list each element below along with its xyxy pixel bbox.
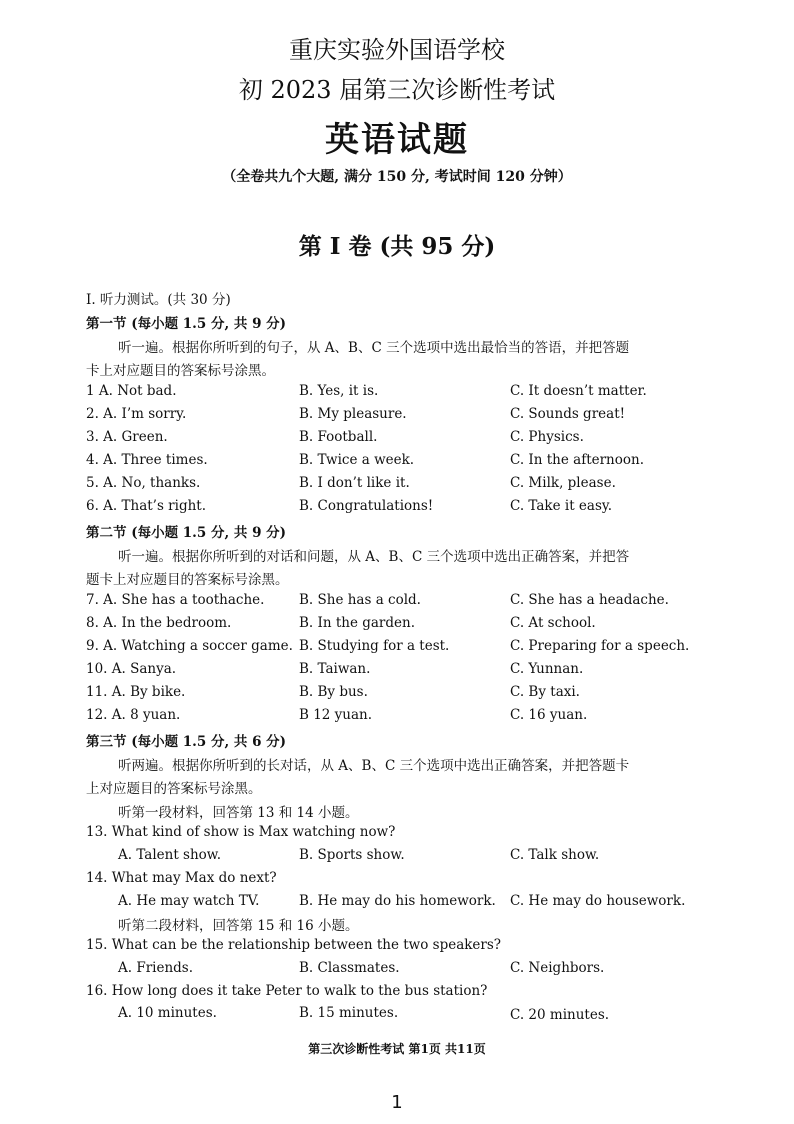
option-b: B. Studying for a test. (299, 638, 450, 654)
option-b: B. Football. (299, 429, 378, 445)
option-c: C. Preparing for a speech. (510, 638, 690, 654)
option-c: C. By taxi. (510, 684, 580, 700)
option-a: 6. A. That’s right. (86, 498, 207, 514)
option-a: 5. A. No, thanks. (86, 475, 201, 491)
option-b: B. By bus. (299, 684, 368, 700)
option-a: A. Talent show. (118, 847, 222, 863)
option-c: C. 20 minutes. (510, 1007, 610, 1023)
option-b: B. Congratulations! (299, 498, 434, 514)
option-a: 11. A. By bike. (86, 684, 186, 700)
option-a: 10. A. Sanya. (86, 661, 177, 677)
option-b: B. She has a cold. (299, 592, 421, 608)
option-c: C. She has a headache. (510, 592, 669, 608)
option-c: C. Physics. (510, 429, 584, 445)
option-b: B 12 yuan. (299, 707, 373, 723)
option-b: B. 15 minutes. (299, 1005, 399, 1021)
option-c: C. He may do housework. (510, 893, 686, 909)
option-a: 9. A. Watching a soccer game. (86, 638, 293, 654)
section3-instruction: 听两遍。根据你所听到的长对话，从 A、B、C 三个选项中选出正确答案，并把答题卡 (118, 758, 630, 774)
option-a: 8. A. In the bedroom. (86, 615, 232, 631)
option-c: C. Yunnan. (510, 661, 584, 677)
question-stem: 16. How long does it take Peter to walk to the bus station? (86, 983, 488, 999)
option-a: 4. A. Three times. (86, 452, 208, 468)
option-b: B. He may do his homework. (299, 893, 496, 909)
volume-title: 第 I 卷 (共 95 分) (298, 233, 496, 260)
page-footer: 第三次诊断性考试 第1页 共11页 (308, 1042, 486, 1056)
option-b: B. My pleasure. (299, 406, 407, 422)
option-a: 12. A. 8 yuan. (86, 707, 181, 723)
section3-title: 第三节 (每小题 1.5 分, 共 6 分) (86, 734, 287, 750)
question-stem: 15. What can be the relationship between the two speakers? (86, 937, 502, 953)
option-b: B. I don’t like it. (299, 475, 410, 491)
option-c: C. Milk, please. (510, 475, 616, 491)
section1-title: 第一节 (每小题 1.5 分, 共 9 分) (86, 316, 287, 332)
part1-title: I. 听力测试。(共 30 分) (86, 292, 231, 308)
section1-instruction-cont: 卡上对应题目的答案标号涂黑。 (86, 363, 275, 379)
section2-instruction: 听一遍。根据你所听到的对话和问题，从 A、B、C 三个选项中选出正确答案，并把答 (118, 549, 630, 565)
option-b: B. Taiwan. (299, 661, 371, 677)
option-c: C. Sounds great! (510, 406, 626, 422)
exam-title: 初 2023 届第三次诊断性考试 (238, 76, 556, 104)
page-number: 1 (391, 1092, 403, 1113)
option-c: C. Take it easy. (510, 498, 613, 514)
option-c: C. 16 yuan. (510, 707, 588, 723)
question-stem: 13. What kind of show is Max watching now? (86, 824, 396, 840)
section1-instruction: 听一遍。根据你所听到的句子，从 A、B、C 三个选项中选出最恰当的答语，并把答题 (118, 340, 630, 356)
exam-info: （全卷共九个大题, 满分 150 分, 考试时间 120 分钟） (222, 169, 572, 185)
option-c: C. Neighbors. (510, 960, 605, 976)
section2-instruction-cont: 题卡上对应题目的答案标号涂黑。 (86, 572, 289, 588)
question-stem: 14. What may Max do next? (86, 870, 277, 886)
section2-title: 第二节 (每小题 1.5 分, 共 9 分) (86, 525, 287, 541)
passage2-note: 听第二段材料，回答第 15 和 16 小题。 (118, 918, 359, 934)
option-a: 7. A. She has a toothache. (86, 592, 265, 608)
option-a: 2. A. I’m sorry. (86, 406, 187, 422)
option-b: B. Classmates. (299, 960, 400, 976)
section3-instruction-cont: 上对应题目的答案标号涂黑。 (86, 781, 262, 797)
option-a: A. He may watch TV. (118, 893, 260, 909)
school-name: 重庆实验外国语学校 (289, 36, 505, 64)
passage1-note: 听第一段材料，回答第 13 和 14 小题。 (118, 805, 359, 821)
option-a: A. Friends. (118, 960, 194, 976)
option-b: B. Yes, it is. (299, 383, 379, 399)
option-c: C. Talk show. (510, 847, 600, 863)
option-c: C. In the afternoon. (510, 452, 644, 468)
option-b: B. In the garden. (299, 615, 415, 631)
option-b: B. Sports show. (299, 847, 405, 863)
option-b: B. Twice a week. (299, 452, 415, 468)
option-c: C. It doesn’t matter. (510, 383, 647, 399)
subject-title: 英语试题 (325, 120, 469, 160)
option-a: A. 10 minutes. (118, 1005, 217, 1021)
option-a: 1 A. Not bad. (86, 383, 177, 399)
option-c: C. At school. (510, 615, 596, 631)
option-a: 3. A. Green. (86, 429, 168, 445)
